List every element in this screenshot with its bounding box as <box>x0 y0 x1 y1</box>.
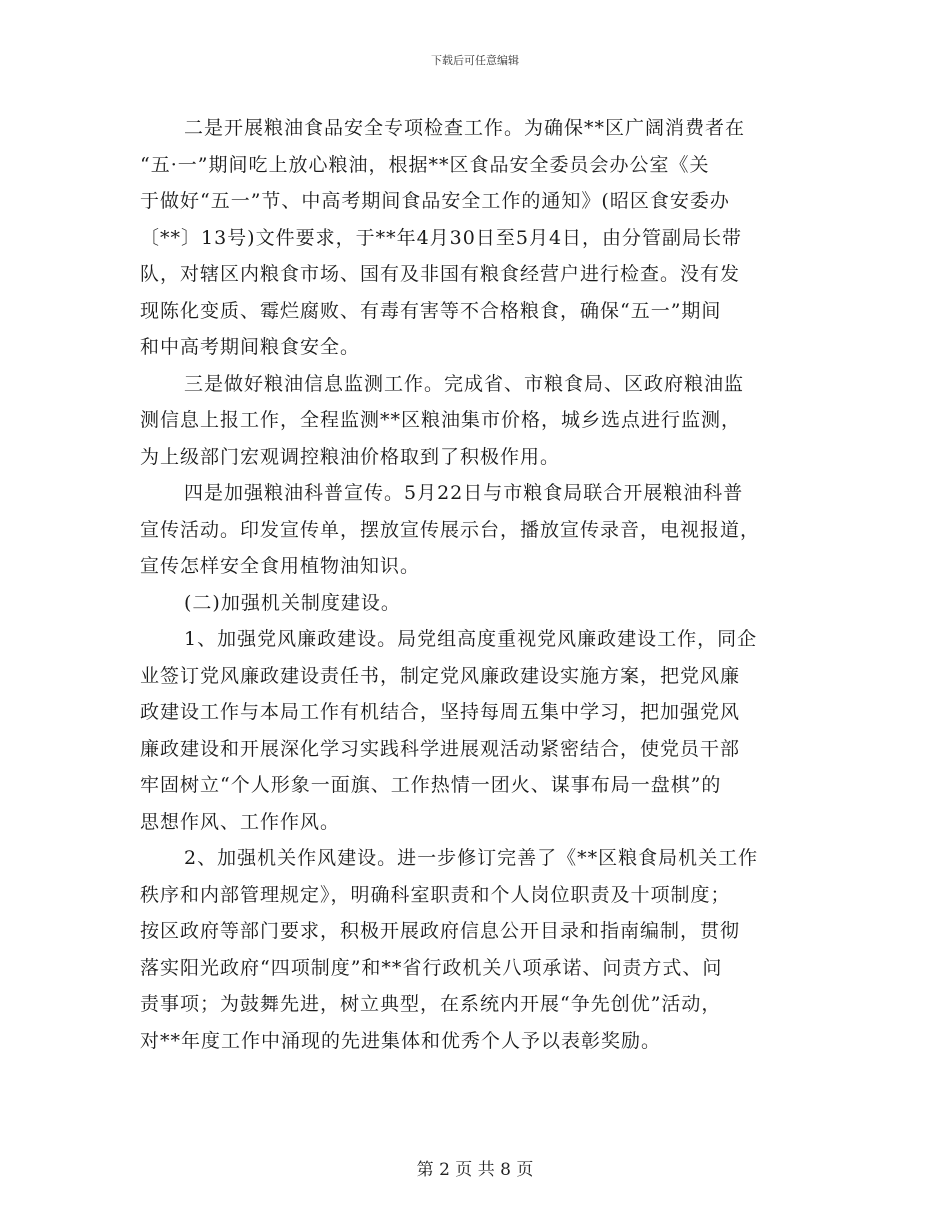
paragraph-line: 业签订党风廉政建设责任书，制定党风廉政建设实施方案，把党风廉 <box>140 664 741 687</box>
page-header: 下载后可任意编辑 <box>431 54 519 67</box>
paragraph-line: “五·一”期间吃上放心粮油，根据**区食品安全委员会办公室《关 <box>140 153 710 176</box>
paragraph-line: 现陈化变质、霉烂腐败、有毒有害等不合格粮食，确保“五一”期间 <box>140 299 722 322</box>
paragraph-line: 落实阳光政府“四项制度”和**省行政机关八项承诺、问责方式、问 <box>140 956 723 979</box>
paragraph-line: 政建设工作与本局工作有机结合，坚持每周五集中学习，把加强党风 <box>140 701 741 723</box>
page-number: 第 2 页 共 8 页 <box>416 1160 534 1180</box>
section-heading: (二)加强机关制度建设。 <box>184 591 401 614</box>
paragraph-line: 对**年度工作中涌现的先进集体和优秀个人予以表彰奖励。 <box>140 1029 662 1052</box>
paragraph-line: 廉政建设和开展深化学习实践科学进展观活动紧密结合，使党员干部 <box>140 737 741 760</box>
paragraph-line: 2、加强机关作风建设。进一步修订完善了《**区粮食局机关工作 <box>184 847 759 869</box>
paragraph-line: 于做好“五一”节、中高考期间食品安全工作的通知》(昭区食安委办 <box>140 190 730 212</box>
paragraph-line: 三是做好粮油信息监测工作。完成省、市粮食局、区政府粮油监 <box>184 372 745 395</box>
paragraph-line: 队，对辖区内粮食市场、国有及非国有粮食经营户进行检查。没有发 <box>140 263 741 285</box>
paragraph-line: 〔**〕13号)文件要求，于**年4月30日至5月4日，由分管副局长带 <box>140 226 743 249</box>
paragraph-line: 宣传怎样安全食用植物油知识。 <box>140 555 421 577</box>
paragraph-line: 1、加强党风廉政建设。局党组高度重视党风廉政建设工作，同企 <box>184 628 758 650</box>
paragraph-line: 责事项；为鼓舞先进，树立典型，在系统内开展“争先创优”活动， <box>140 993 722 1015</box>
paragraph-line: 思想作风、工作作风。 <box>140 810 341 833</box>
paragraph-line: 四是加强粮油科普宣传。5月22日与市粮食局联合开展粮油科普 <box>184 482 744 504</box>
paragraph-line: 二是开展粮油食品安全专项检查工作。为确保**区广阔消费者在 <box>184 117 746 139</box>
paragraph-line: 宣传活动。印发宣传单，摆放宣传展示台，播放宣传录音，电视报道， <box>140 518 761 541</box>
paragraph-line: 按区政府等部门要求，积极开展政府信息公开目录和指南编制，贯彻 <box>140 920 741 942</box>
paragraph-line: 测信息上报工作，全程监测**区粮油集市价格，城乡选点进行监测， <box>140 409 742 431</box>
document-body <box>140 110 810 1059</box>
paragraph-line: 和中高考期间粮食安全。 <box>140 336 361 358</box>
paragraph-line: 秩序和内部管理规定》，明确科室职责和个人岗位职责及十项制度； <box>140 883 731 906</box>
paragraph-line: 为上级部门宏观调控粮油价格取到了积极作用。 <box>140 445 561 468</box>
paragraph-line: 牢固树立“个人形象一面旗、工作热情一团火、谋事布局一盘棋”的 <box>140 774 722 796</box>
